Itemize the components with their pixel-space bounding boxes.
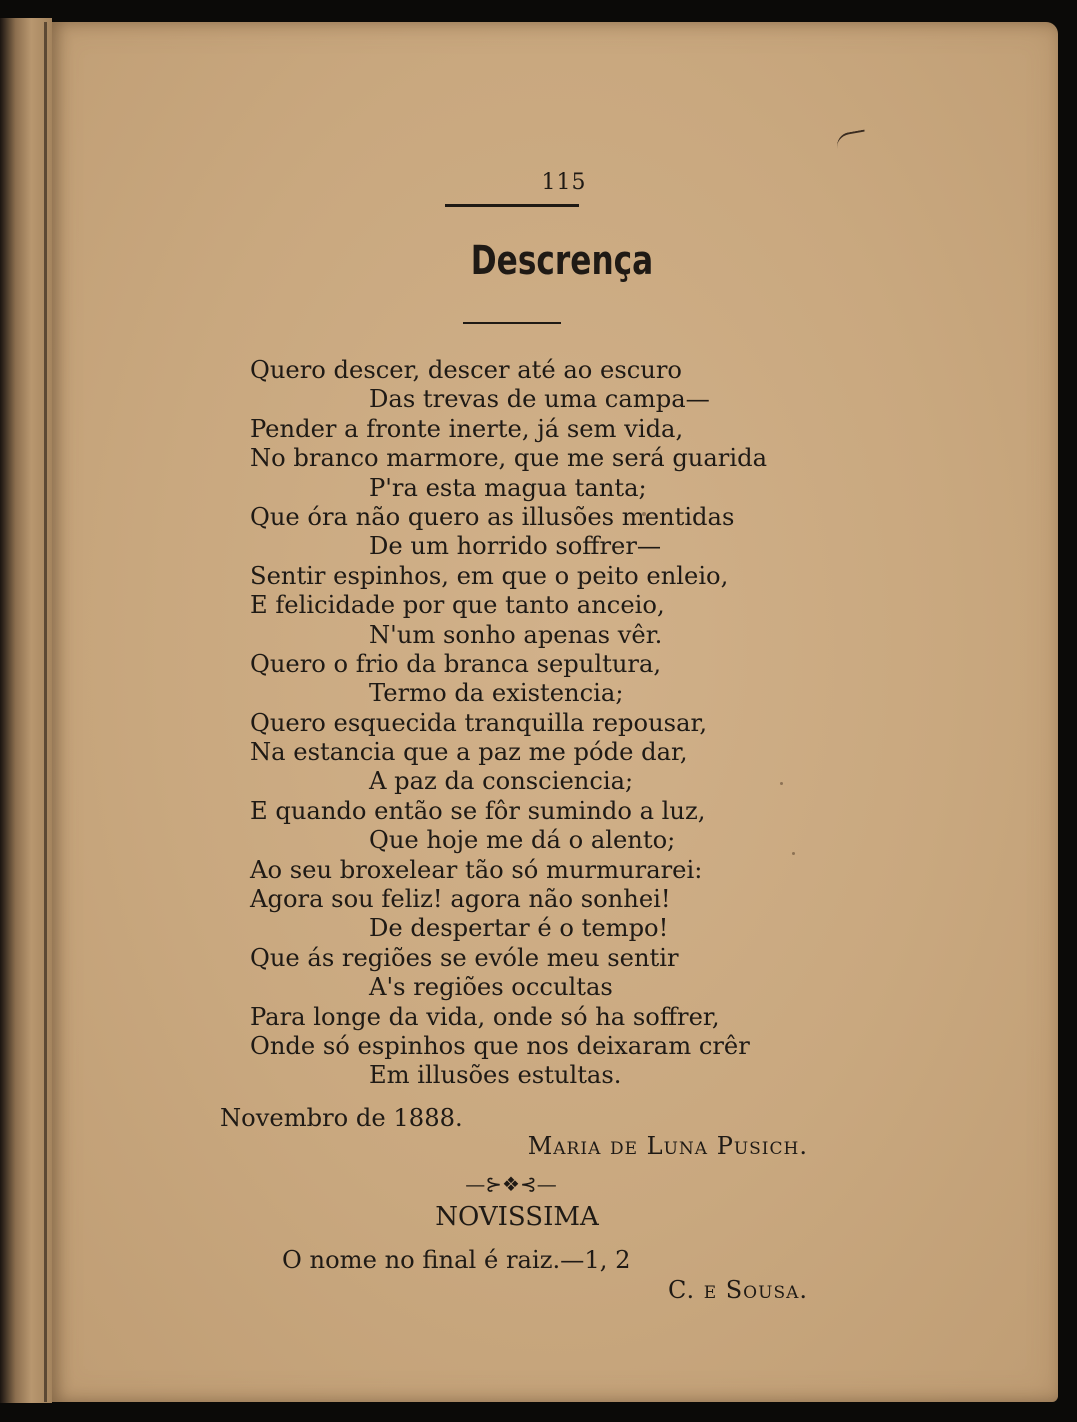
poem-line: A's regiões occultas [369, 973, 613, 1002]
poem-line: N'um sonho apenas vêr. [369, 620, 663, 649]
poem-line: Ao seu broxelear tão só murmurarei: [250, 855, 703, 884]
poem-line: Quero o frio da branca sepultura, [250, 649, 662, 678]
poem-body [250, 356, 1010, 1091]
poem-line: E felicidade por que tanto anceio, [250, 591, 665, 620]
ornament-divider: —⊱❖⊰— [465, 1172, 557, 1196]
title-rule [463, 322, 561, 324]
poem-line: Para longe da vida, onde só ha soffrer, [250, 1002, 720, 1031]
poem-line: Quero esquecida tranquilla repousar, [250, 708, 708, 737]
section-title: NOVISSIMA [435, 1202, 599, 1232]
poem-line: Que hoje me dá o alento; [369, 826, 676, 855]
poem-line: Na estancia que a paz me póde dar, [250, 738, 688, 767]
poem-line: De um horrido soffrer— [369, 532, 662, 561]
poem-line: Em illusões estultas. [369, 1061, 622, 1090]
poem-line: E quando então se fôr sumindo a luz, [250, 796, 706, 825]
poem-line: Quero descer, descer até ao escuro [250, 356, 682, 384]
riddle-text: O nome no final é raiz.—1, 2 [282, 1246, 631, 1274]
poem-line: Que óra não quero as illusões mentidas [250, 502, 735, 531]
poem-line: Das trevas de uma campa— [369, 385, 710, 414]
header-rule [445, 204, 579, 207]
poem-line: Agora sou feliz! agora não sonhei! [250, 885, 671, 914]
poem-line: Pender a fronte inerte, já sem vida, [250, 414, 684, 443]
poem-line: Sentir espinhos, em que o peito enleio, [250, 561, 729, 590]
poem-line: De despertar é o tempo! [369, 914, 669, 943]
dateline: Novembro de 1888. [220, 1104, 463, 1132]
poem-line: No branco marmore, que me será guarida [250, 444, 768, 473]
book-page [52, 22, 1058, 1402]
poem-line: Termo da existencia; [369, 679, 624, 708]
poem-line: P'ra esta magua tanta; [369, 473, 647, 502]
poem-title: Descrença [470, 238, 654, 284]
poem-line: Que ás regiões se evóle meu sentir [250, 943, 679, 972]
poem-line: Onde só espinhos que nos deixaram crêr [250, 1031, 750, 1060]
poem-line: A paz da consciencia; [369, 767, 634, 796]
page-number: 115 [541, 170, 587, 195]
riddle-author: C. e Sousa. [667, 1276, 808, 1304]
spine-edge [44, 22, 47, 1402]
author-signature: Maria de Luna Pusich. [527, 1132, 808, 1160]
pencil-mark [835, 130, 867, 151]
